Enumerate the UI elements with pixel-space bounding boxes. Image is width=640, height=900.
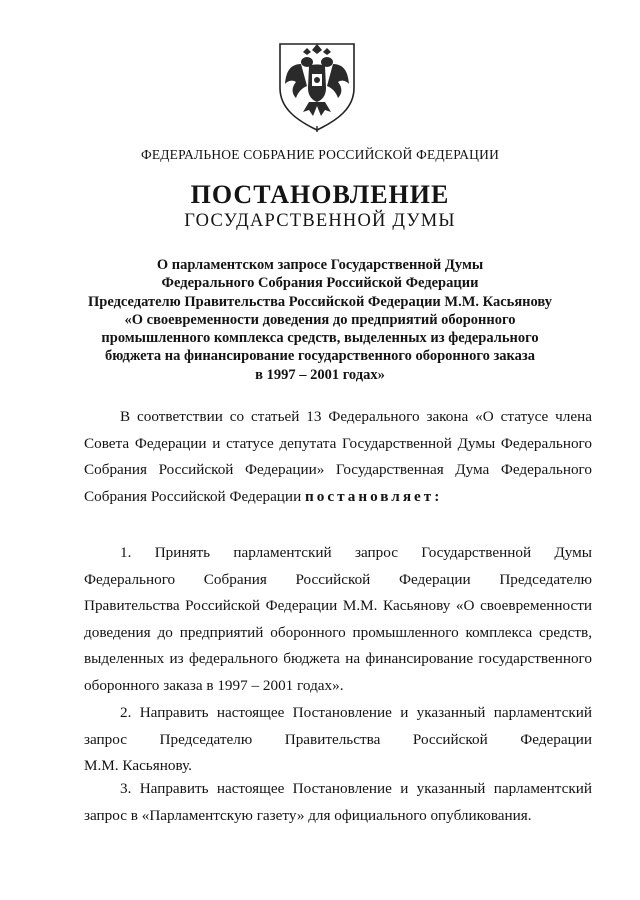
item-3-line: запрос в «Парламентскую газету» для официального опубликования. xyxy=(84,806,532,824)
preamble-line-text: Собрания Российской Федерации xyxy=(84,487,302,505)
item-1-line: доведения до предприятий оборонного промышленного комплекса средств, xyxy=(84,623,592,641)
decree-word: постановляет: xyxy=(305,487,443,505)
preamble-line: Собрания Российской Федерации» Государственная Дума Федерального xyxy=(84,461,592,478)
item-1-line: Правительства Российской Федерации М.М. Касьянову «О своевременности xyxy=(84,597,592,614)
item-2-line: запрос Председателю Правительства Российской Федерации xyxy=(84,730,592,748)
item-3-paragraph xyxy=(84,776,592,829)
item-1-paragraph xyxy=(84,540,592,699)
preamble-line xyxy=(84,484,592,511)
document-issuer: ГОСУДАРСТВЕННОЙ ДУМЫ xyxy=(184,211,456,231)
document-subject xyxy=(60,256,580,384)
item-2-line: 2. Направить настоящее Постановление и указанный парламентский xyxy=(120,704,592,721)
subject-line: бюджета на финансирование государственного оборонного заказа xyxy=(105,348,535,365)
item-2-paragraph xyxy=(84,700,592,780)
item-1-line: выделенных из федерального бюджета на финансирование государственного xyxy=(84,650,592,667)
organization-title: ФЕДЕРАЛЬНОЕ СОБРАНИЕ РОССИЙСКОЙ ФЕДЕРАЦИИ xyxy=(140,147,500,162)
subject-line: в 1997 – 2001 годах» xyxy=(255,366,385,383)
item-1-line: 1. Принять парламентский запрос Государственной Думы xyxy=(120,544,592,561)
item-2-line: М.М. Касьянову. xyxy=(84,757,192,774)
preamble-line: В соответствии со статьей 13 Федерального закона «О статусе члена xyxy=(120,408,592,425)
item-1-line: Федерального Собрания Российской Федерации Председателю xyxy=(84,570,592,588)
preamble-line: Совета Федерации и статусе депутата Государственной Думы Федерального xyxy=(84,434,592,452)
item-3-line: 3. Направить настоящее Постановление и указанный парламентский xyxy=(120,780,592,797)
preamble-paragraph xyxy=(84,404,592,510)
subject-line: Федерального Собрания Российской Федерации xyxy=(161,275,479,292)
subject-line: «О своевременности доведения до предприятий оборонного xyxy=(124,311,516,328)
item-1-line: оборонного заказа в 1997 – 2001 годах». xyxy=(84,676,344,694)
subject-line: Председателю Правительства Российской Федерации М.М. Касьянову xyxy=(87,293,552,310)
subject-line: промышленного комплекса средств, выделенных из федерального xyxy=(101,330,539,347)
russian-coat-of-arms-icon xyxy=(276,40,358,132)
subject-line: О парламентском запросе Государственной Думы xyxy=(156,257,484,273)
document-type: ПОСТАНОВЛЕНИЕ xyxy=(190,180,450,209)
